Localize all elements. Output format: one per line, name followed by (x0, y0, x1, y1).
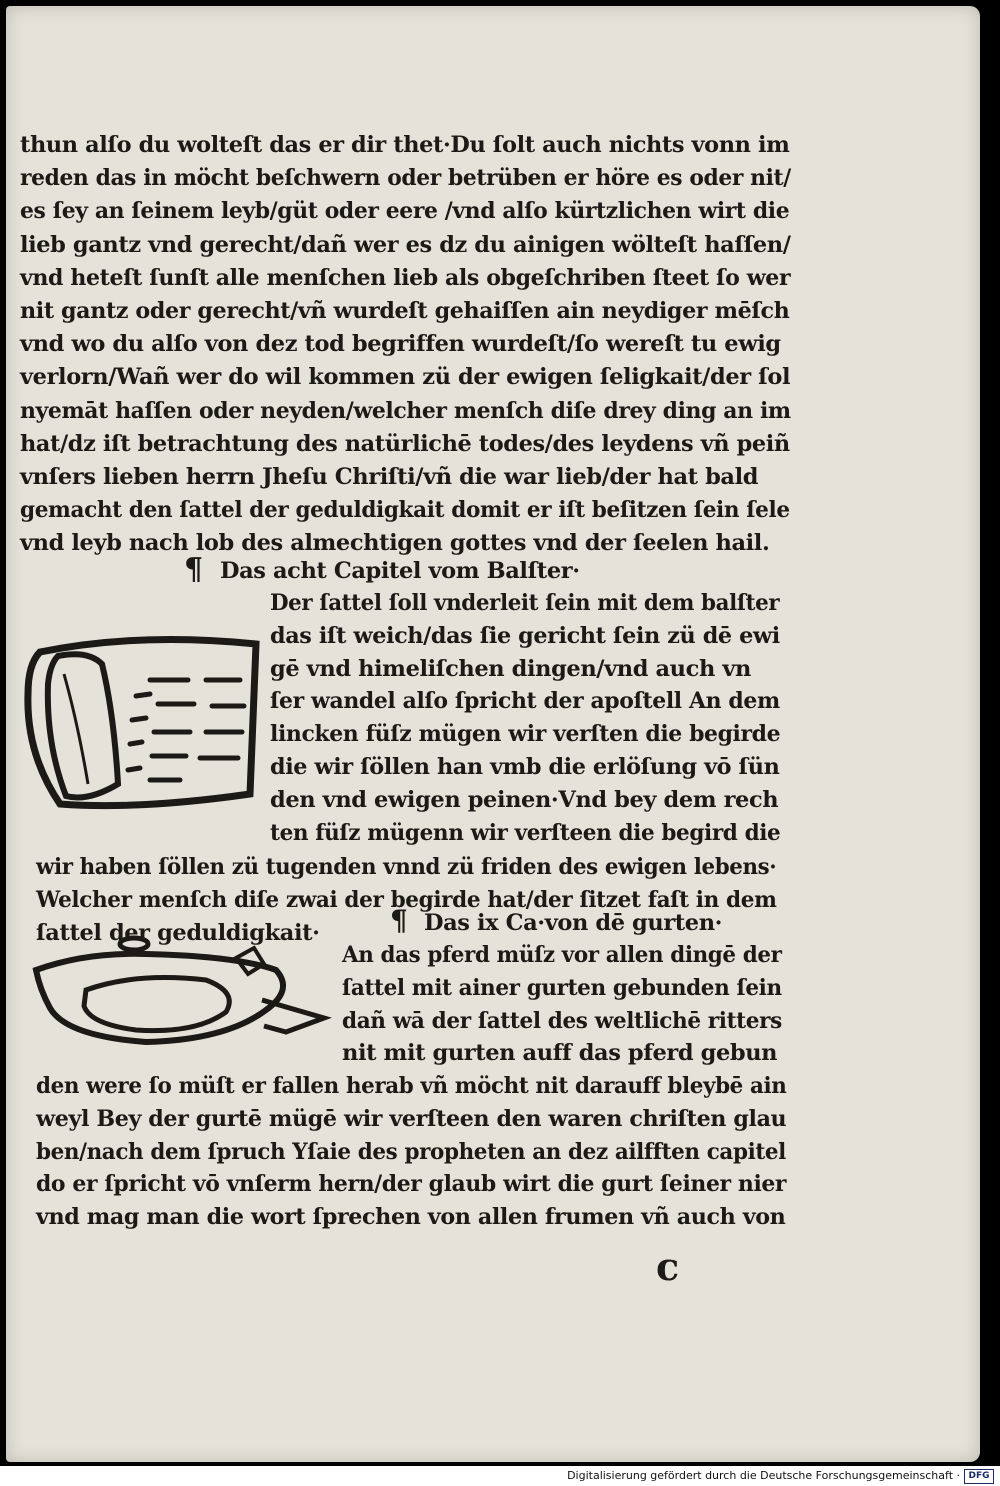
pilcrow-chapter-eight: ¶ (184, 552, 204, 587)
dfg-logo: DFG (964, 1469, 994, 1484)
text-line: nit gantz oder gerecht/vñ wurdeſt gehaiſſen ain neydiger mēſch (20, 298, 790, 324)
text-line: Welcher menſch diſe zwai der begirde hat/der ſitzet faſt in dem (36, 886, 777, 913)
book-page (6, 6, 980, 1462)
text-line: ſer wandel alſo ſpricht der apoſtell An dem (270, 688, 780, 715)
text-line: die wir ſöllen han vmb die erlöſung vō ſün (270, 754, 780, 780)
text-line: lieb gantz vnd gerecht/dañ wer es dz du ainigen wölteſt haſſen/ (20, 231, 791, 258)
pilcrow-chapter-nine: ¶ (390, 904, 408, 937)
text-line: weyl Bey der gurtē mügē wir verſteen den waren chriſten glau (36, 1105, 787, 1132)
text-line: ten füſz mügenn wir verſteen die begird die (270, 819, 781, 846)
girth-woodcut (26, 930, 336, 1050)
text-line: ſattel mit ainer gurten gebunden ſein (342, 974, 782, 1001)
text-line: An das pferd müſz vor allen dingē der (342, 942, 782, 968)
text-line: den vnd ewigen peinen·Vnd bey dem rech (270, 786, 779, 813)
text-line: thun alſo du wolteſt das er dir thet·Du ſolt auch nichts vonn im (20, 132, 790, 158)
text-line: verlorn/Wañ wer do wil kommen zü der ewigen ſeligkait/der ſol (20, 364, 791, 391)
chapter-eight-heading: Das acht Capitel vom Balſter· (220, 558, 580, 584)
text-line: ſattel der geduldigkait· (36, 919, 320, 946)
footer-bar (0, 1466, 1000, 1486)
text-line: nit mit gurten auff das pferd gebun (342, 1040, 778, 1067)
text-line: vnd leyb nach lob des almechtigen gottes vnd der ſeelen hail. (20, 530, 770, 557)
text-line: gē vnd himeliſchen dingen/vnd auch vn (270, 655, 751, 682)
text-line: vnſers lieben herrn Jheſu Chriſti/vñ die war lieb/der hat bald (20, 464, 759, 490)
text-line: reden das in möcht beſchwern oder betrüben er höre es oder nit/ (20, 165, 791, 192)
signature-mark: c (656, 1244, 680, 1289)
text-line: dañ wā der ſattel des weltlichē ritters (342, 1007, 782, 1034)
text-line: es ſey an ſeinem leyb/güt oder eere /vnd alſo kürtzlichen wirt die (20, 198, 790, 225)
text-line: vnd mag man die wort ſprechen von allen frumen vñ auch von (36, 1204, 786, 1231)
text-line: Der ſattel ſoll vnderleit ſein mit dem balſter (270, 590, 780, 616)
text-line: do er ſpricht vō vnſerm hern/der glaub wirt die gurt ſeiner nier (36, 1171, 787, 1198)
chapter-nine-heading: Das ix Ca·von dē gurten· (424, 910, 723, 936)
text-line: ben/nach dem ſpruch Yſaie des propheten an dez ailfften capitel (36, 1138, 786, 1165)
text-line: hat/dz iſt betrachtung des natürlichē todes/des leydens vñ peiñ (20, 430, 790, 457)
text-line: wir haben ſöllen zü tugenden vnnd zü friden des ewigen lebens· (36, 854, 777, 880)
text-line: gemacht den ſattel der geduldigkait domit er iſt beſitzen ſein ſele (20, 497, 790, 524)
text-line: den were ſo müſt er fallen herab vñ möcht nit darauff bleybē ain (36, 1073, 787, 1099)
text-line: das iſt weich/das ſie gericht ſein zü dē ewi (270, 622, 780, 649)
balster-woodcut (18, 634, 268, 819)
text-line: vnd wo du alſo von dez tod begriffen wurdeſt/ſo wereſt tu ewig (20, 331, 781, 358)
text-line: vnd heteſt ſunſt alle menſchen lieb als obgeſchriben ſteet ſo wer (20, 264, 791, 291)
footer-credit: Digitalisierung gefördert durch die Deutsche Forschungsgemeinschaft · (567, 1469, 960, 1482)
text-line: lincken füſz mügen wir verſten die begirde (270, 721, 781, 748)
text-line: nyemāt haſſen oder neyden/welcher menſch diſe drey ding an im (20, 397, 791, 424)
